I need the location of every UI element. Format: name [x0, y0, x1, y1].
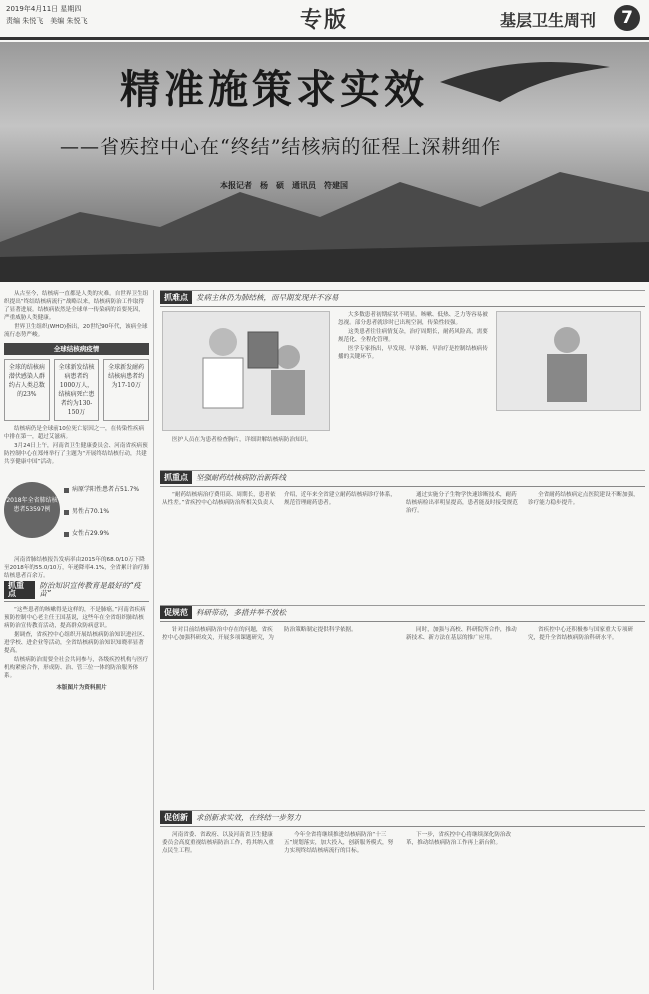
legend-male: 男性占70.1%	[72, 508, 110, 515]
legend-female: 女性占29.9%	[72, 530, 110, 537]
page-headline: 精准施策求实效	[120, 66, 428, 113]
page-header	[0, 0, 649, 40]
doctor-illustration	[162, 311, 330, 431]
paragraph: 3月24日上午，河南省卫生健康委员会、河南省疾病预防控制中心在郑州举行了主题为“开展终结结核行动，共建共享健康中国”活动。	[4, 443, 148, 465]
issue-date: 2019年4月11日 星期四	[6, 5, 82, 13]
section-header	[160, 291, 645, 307]
province-total-circle: 2018年全省肺结核患者53597例	[4, 482, 60, 538]
photo-credit: 本版图片为资料照片	[56, 685, 107, 691]
paragraph: “这些患者的咳嗽得是这样的，不是肺癌。”河南省疾病预防控制中心老主任王国基说，这些年在全省组织肺结核病防治宣传教育活动，提高群众防病意识。	[4, 607, 146, 629]
intro-paragraph-2: 世界卫生组织(WHO)指出，20世纪90年代，该病全球流行态势严峻。	[4, 324, 148, 338]
section-c	[160, 605, 645, 805]
byline: 本报记者 杨 硕 通讯员 符建国	[220, 181, 348, 190]
epidemic-facts	[4, 359, 149, 421]
eagle-icon	[440, 62, 610, 102]
section-title: 坚强耐药结核病防治新阵线	[196, 473, 286, 482]
section-name: 专版	[300, 7, 349, 33]
section-tag: 抓重点	[4, 581, 35, 599]
doctor-patient-icon	[163, 312, 329, 430]
editor-credits: 责编 朱悦飞 美编 朱悦飞	[6, 17, 88, 25]
global-epidemic-bar: 全球结核病疫情	[4, 343, 149, 355]
fact-new-cases: 全球新发结核病患者约1000万人，结核病死亡患者约为130-150万	[54, 359, 100, 421]
section-tag: 促规范	[160, 606, 192, 619]
text-columns: 针对目前结核病防治中存在的问题，省疾控中心加强科研攻关，开展多项课题研究，为防治策略制定提供科学依据。 同时，加强与高校、科研院所合作，推动新技术、新方法在基层的推广应用。 省疾控中心还积极参与国家重大专项研究，提升全省结核病防治科研水平。	[162, 627, 634, 641]
paragraph: 河南省肺结核报告发病率由2015年的68.0/10万下降至2018年的55.0/10万，年递降率4.1%，全省累计治疗肺结核患者百余万。	[4, 557, 149, 579]
section-title: 发病主体仍为肺结核，而早期发现并不容易	[196, 293, 339, 302]
fact-latent-infection: 全球的结核病潜伏感染人群约占人类总数的23%	[4, 359, 50, 421]
section-title: 求创新求实效，在终结一步努力	[196, 813, 301, 822]
legend-positive: 病原学阳性患者占51.7%	[72, 486, 140, 493]
section-header	[4, 581, 149, 602]
section-title: 科研带动，多措并举不放松	[196, 608, 286, 617]
section-tag: 抓重点	[160, 471, 192, 484]
fact-drug-resistant: 全球新发耐药结核病患者约为17-10万	[103, 359, 149, 421]
intro-paragraph: 从古至今，结核病一直都是人类的灾难。自世界卫生组织提出“终结结核病流行”战略以来，结核病防治工作取得了显著进展。结核病依然是全球单一传染病的首要死因，严重威胁人类健康。	[4, 291, 149, 321]
section-tag: 促创新	[160, 811, 192, 824]
text-columns: “耐药结核病治疗费用高、周期长，患者依从性差。”省疾控中心结核病防治所相关负责人介绍，近年来全省建立耐药结核病诊疗体系，规范管理耐药患者。 通过实施分子生物学快速诊断技术，耐药结核病检出率明显提高，患者能及时接受规范治疗。 全省耐药结核病定点医院建设不断加强，诊疗能力稳步提升。	[162, 492, 639, 514]
page-subheadline: ——省疾控中心在“终结”结核病的征程上深耕细作	[60, 136, 502, 158]
patient-illustration	[496, 311, 641, 411]
section-a	[160, 290, 645, 465]
section-header	[160, 811, 645, 827]
section-header	[160, 471, 645, 487]
section-tag: 抓难点	[160, 291, 192, 304]
page-number: 7	[614, 5, 640, 31]
left-column	[4, 290, 154, 990]
section-b	[160, 470, 645, 600]
illustration-caption: 医护人员在为患者检查胸片，详细讲解结核病防治知识。	[172, 437, 312, 443]
section-d	[160, 810, 645, 990]
paragraph: 结核病防治需要全社会共同参与，各级疾控机构与医疗机构紧密合作，形成防、治、管三位一体的防治服务体系。	[4, 657, 149, 679]
paper-name: 基层卫生周刊	[500, 11, 597, 30]
section-header	[160, 606, 645, 622]
text-column: 大多数患者初期症状不明显，咳嗽、低热、乏力等容易被忽视。部分患者就诊时已出现空洞，传染性较强。 这类患者往往病情复杂，治疗周期长，耐药风险高，需要规范化、全程化管理。 医学专家指出，早发现、早诊断、早治疗是控制结核病传播的关键环节。	[338, 312, 488, 360]
section-title: 防治知识宣传教育是最好的“疫苗”	[39, 581, 141, 598]
patient-icon	[497, 312, 640, 410]
text-columns: 河南省委、省政府、以及河南省卫生健康委员会高度重视结核病防治工作，将其纳入重点民生工程。 今年全省将继续推进结核病防治“十三五”规划落实，加大投入，创新服务模式，努力实现终结结核病流行的目标。 下一步，省疾控中心将继续深化防治改革，推动结核病防治工作再上新台阶。	[162, 832, 512, 854]
paragraph: 据调查，省疾控中心组织开展结核病防治知识进社区、进学校、进企业等活动，全省结核病防治知识知晓率显著提高。	[4, 632, 149, 654]
paragraph: 结核病仍是全球前10位死亡原因之一，在传染性疾病中排在第一，超过艾滋病。	[4, 426, 145, 440]
province-stats-graphic	[4, 470, 149, 552]
